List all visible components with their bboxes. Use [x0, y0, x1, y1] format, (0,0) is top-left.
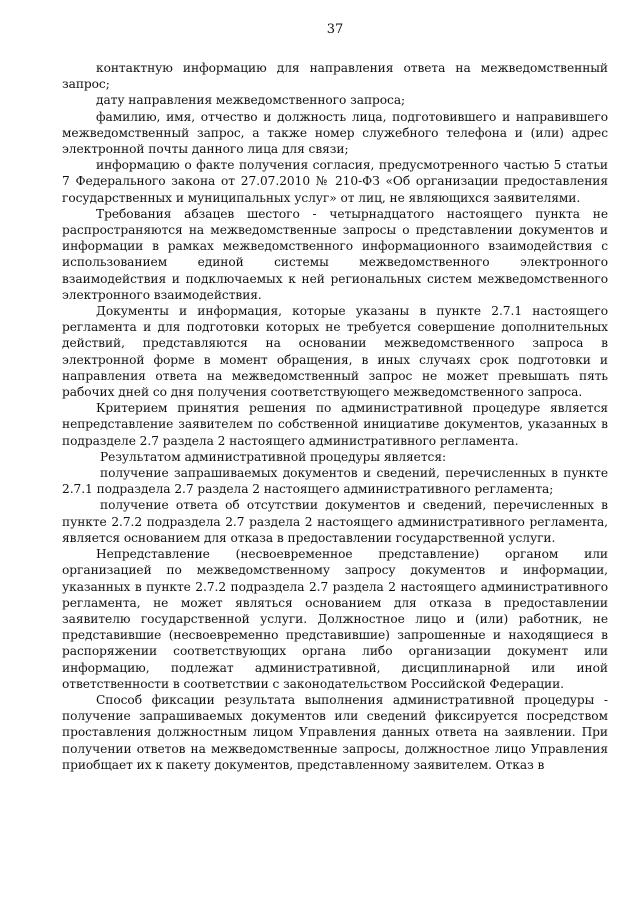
document-page — [62, 0, 608, 904]
page-number: 37 — [326, 22, 344, 37]
paragraph: Критерием принятия решения по административной процедуре является непредставление заявителем по собственной инициативе документов, указанных в подразделе 2.7 раздела 2 настоящего административного регламента. — [62, 401, 608, 448]
paragraph: Способ фиксации результата выполнения административной процедуры - получение запрашиваемых документов или сведений фиксируется посредством проставления должностным лицом Управления данных ответа на заявлении. При получении ответов на межведомственные запросы, должностное лицо Управления приобщает их к пакету документов, представленному заявителем. Отказ в — [62, 692, 608, 772]
paragraph: Результатом административной процедуры является: — [100, 449, 447, 464]
paragraph: информацию о факте получения согласия, предусмотренного частью 5 статьи 7 Федерального закона от 27.07.2010 № 210-ФЗ «Об организации предоставления государственных и муниципальных услуг» от лиц, не являющихся заявителями. — [62, 158, 608, 205]
document-body — [62, 60, 608, 773]
paragraph: контактную информацию для направления ответа на межведомственный запрос; — [62, 61, 608, 92]
paragraph: получение запрашиваемых документов и сведений, перечисленных в пункте 2.7.1 подраздела 2.7 раздела 2 настоящего административного регламента; — [62, 466, 608, 497]
paragraph: Требования абзацев шестого - четырнадцатого настоящего пункта не распространяются на межведомственные запросы о представлении документов и информации в рамках межведомственного информационного взаимодействия с использованием единой системы межведомственного электронного взаимодействия и подключаемых к ней региональных систем межведомственного электронного взаимодействия. — [62, 206, 608, 302]
paragraph: дату направления межведомственного запроса; — [96, 93, 406, 108]
paragraph: Документы и информация, которые указаны в пункте 2.7.1 настоящего регламента и для подготовки которых не требуется совершение дополнительных действий, представляются на основании межведомственного запроса в электронной форме в момент обращения, в иных случаях срок подготовки и направления ответа на межведомственный запрос не может превышать пять рабочих дней со дня получения соответствующего межведомственного запроса. — [62, 304, 608, 400]
paragraph: фамилию, имя, отчество и должность лица, подготовившего и направившего межведомственный запрос, а также номер служебного телефона и (или) адрес электронной почты данного лица для связи; — [62, 109, 608, 157]
paragraph: получение ответа об отсутствии документов и сведений, перечисленных в пункте 2.7.2 подраздела 2.7 раздела 2 настоящего административного регламента, является основанием для отказа в предоставлении государственной услуги. — [62, 498, 608, 545]
paragraph: Непредставление (несвоевременное представление) органом или организацией по межведомственному запросу документов и информации, указанных в пункте 2.7.2 подраздела 2.7 раздела 2 настоящего административного регламента, не может являться основанием для отказа в предоставлении заявителю государственной услуги. Должностное лицо и (или) работник, не представившие (несвоевременно представившие) запрошенные и находящиеся в распоряжении соответствующих органа либо организации документ или информацию, подлежат административной, дисциплинарной или иной ответственности в соответствии с законодательством Российской Федерации. — [62, 547, 608, 691]
